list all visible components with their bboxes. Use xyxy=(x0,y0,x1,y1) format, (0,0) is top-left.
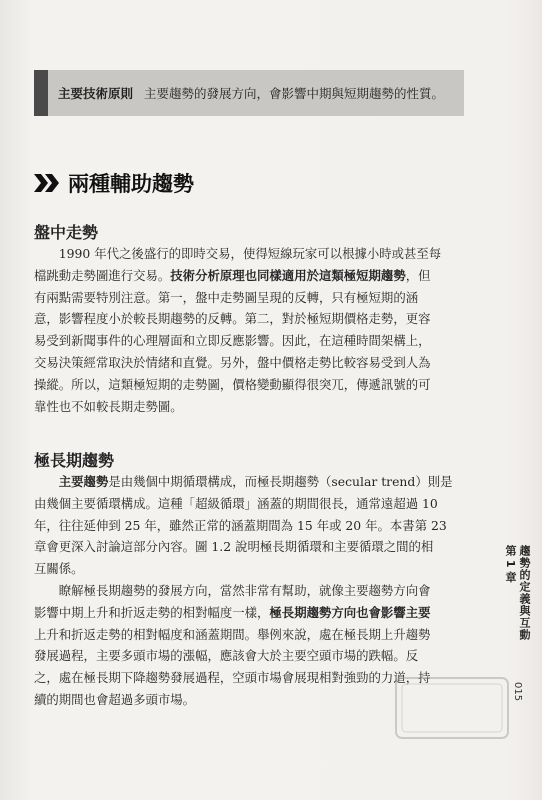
bold-text: 主要趨勢 xyxy=(58,474,109,489)
double-chevron-icon xyxy=(34,172,62,194)
text-line: 檔跳動走勢圖進行交易。技術分析原理也同樣適用於這類極短期趨勢，但 xyxy=(34,267,431,283)
text-line: 靠性也不如較長期走勢圖。 xyxy=(34,398,183,414)
principle-text: 主要趨勢的發展方向，會影響中期與短期趨勢的性質。 xyxy=(144,86,445,101)
chapter-number: 第 1 章 xyxy=(504,545,517,583)
text-line: 影響中期上升和折返走勢的相對幅度一樣，極長期趨勢方向也會影響主要 xyxy=(34,604,431,620)
text-line: 之，處在極長期下降趨勢發展過程，空頭市場會展現相對強勁的力道，持 xyxy=(34,670,431,686)
key-principle-box xyxy=(34,70,464,116)
subsection-intraday-title: 盤中走勢 xyxy=(34,223,99,242)
chapter-title: 趨勢的定義與互動 xyxy=(518,545,531,641)
watermark-stamp xyxy=(392,674,512,742)
text-line: 交易決策經常取決於情緒和直覺。另外，盤中價格走勢比較容易受到人為 xyxy=(34,354,431,370)
text-line: 上升和折返走勢的相對幅度和涵蓋期間。舉例來說，處在極長期上升趨勢 xyxy=(34,626,431,642)
text-line: 由幾個主要循環構成。這種「超級循環」涵蓋的期間很長，通常遠超過 10 xyxy=(34,495,438,511)
page-number: 015 xyxy=(512,682,523,702)
text-line: 意，影響程度小於較長期趨勢的反轉。第二，對於極短期價格走勢，更容 xyxy=(34,311,431,327)
text-line: 年，往往延伸到 25 年，雖然正常的涵蓋期間為 15 年或 20 年。本書第 23 xyxy=(34,517,447,533)
section-heading xyxy=(34,168,194,198)
text-line: 續的期間也會超過多頭市場。 xyxy=(34,691,196,707)
section-title-text: 兩種輔助趨勢 xyxy=(68,172,194,196)
bold-text: 極長期趨勢方向也會影響主要 xyxy=(269,604,431,620)
subsection-secular-title: 極長期趨勢 xyxy=(34,451,115,470)
text-line: 發展過程，主要多頭市場的漲幅，應該會大於主要空頭市場的跌幅。反 xyxy=(34,648,419,664)
text-line: 易受到新聞事件的心理層面和立即反應影響。因此，在這種時間架構上， xyxy=(34,333,431,349)
principle-label: 主要技術原則 xyxy=(58,86,134,101)
text-line: 操縱。所以，這類極短期的走勢圖，價格變動顯得很突兀，傳遞訊號的可 xyxy=(34,376,431,392)
intraday-paragraph xyxy=(34,243,486,417)
text-line: 互關係。 xyxy=(34,561,84,577)
text-line: 有兩點需要特別注意。第一，盤中走勢圖呈現的反轉，只有極短期的涵 xyxy=(34,289,419,305)
bold-text: 技術分析原理也同樣適用於這類極短期趨勢 xyxy=(170,267,406,283)
text-line: 瞭解極長期趨勢的發展方向，當然非常有幫助，就像主要趨勢方向會 xyxy=(34,582,431,598)
text-line: 1990 年代之後盛行的即時交易，使得短線玩家可以根據小時或甚至每 xyxy=(34,246,442,261)
chapter-sidebar xyxy=(498,545,534,695)
text-line: 主要趨勢是由幾個中期循環構成，而極長期趨勢（secular trend）則是 xyxy=(58,474,453,489)
text-line: 章會更深入討論這部分內容。圖 1.2 說明極長期循環和主要循環之間的相 xyxy=(34,539,434,555)
